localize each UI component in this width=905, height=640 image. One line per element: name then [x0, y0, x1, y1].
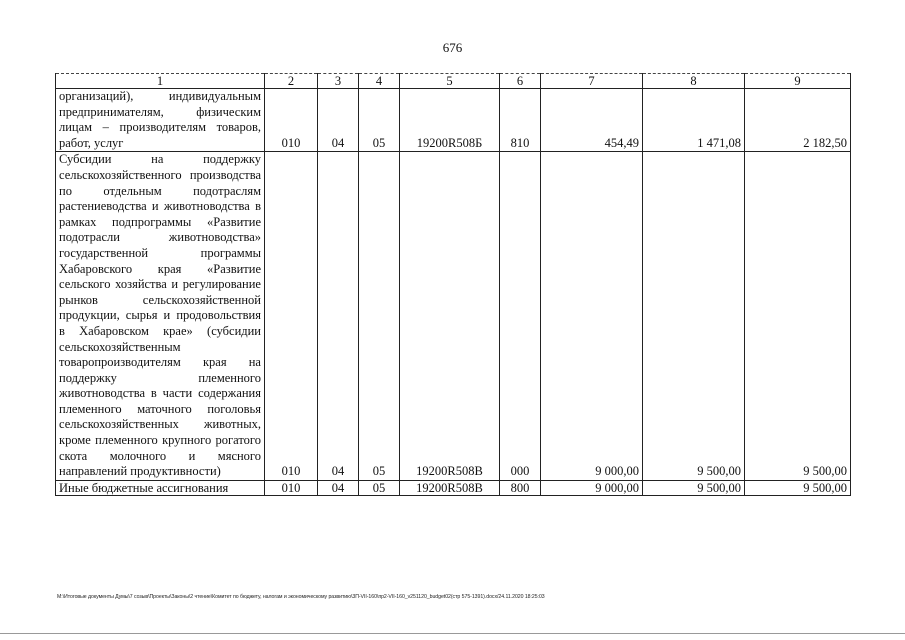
cell-section: 04	[318, 152, 359, 480]
header-cell: 5	[400, 74, 500, 89]
table-row	[56, 480, 851, 495]
cell-target-article: 19200R508В	[400, 152, 500, 480]
document-path-footer: M:\Итоговые документы Думы\7 созыв\Проекты\Законы\2 чтение\Комитет по бюджету, налогам и экономическому развитию\3П-VII-160\пр2-VII-160_v251120_budget02(стр 575-1391).docx/24.11.2020 18:25:03	[57, 594, 545, 600]
table-row	[56, 152, 851, 480]
header-cell: 1	[56, 74, 265, 89]
page-edge-divider	[0, 633, 905, 634]
cell-amount-8: 9 500,00	[643, 480, 745, 495]
page-number: 676	[442, 40, 463, 55]
cell-ministry-code: 010	[265, 89, 318, 152]
header-cell: 8	[643, 74, 745, 89]
cell-amount-7: 9 000,00	[541, 152, 643, 480]
cell-subsection: 05	[359, 152, 400, 480]
cell-amount-8: 9 500,00	[643, 152, 745, 480]
cell-ministry-code: 010	[265, 152, 318, 480]
cell-target-article: 19200R508В	[400, 480, 500, 495]
header-cell: 7	[541, 74, 643, 89]
row-description: Иные бюджетные ассигнования	[56, 480, 265, 495]
cell-ministry-code: 010	[265, 480, 318, 495]
header-cell: 3	[318, 74, 359, 89]
cell-section: 04	[318, 89, 359, 152]
header-row	[56, 74, 851, 89]
cell-expense-type: 810	[500, 89, 541, 152]
cell-subsection: 05	[359, 480, 400, 495]
budget-table	[55, 73, 851, 496]
cell-expense-type: 800	[500, 480, 541, 495]
cell-amount-7: 454,49	[541, 89, 643, 152]
header-cell: 2	[265, 74, 318, 89]
table-row	[56, 89, 851, 152]
cell-subsection: 05	[359, 89, 400, 152]
row-description: Субсидии на поддержку сельскохозяйственного производства по отдельным подотраслям растениеводства и животноводства в рамках подпрограммы «Развитие подотрасли животноводства» государственной программы Хабаровского края «Развитие сельского хозяйства и регулирование рынков сельскохозяйственной продукции, сырья и продовольствия в Хабаровском крае» (субсидии сельскохозяйственным товаропроизводителям края на поддержку племенного животноводства в части содержания племенного маточного поголовья сельскохозяйственных животных, кроме племенного крупного рогатого скота молочного и мясного направлений продуктивности)	[56, 152, 265, 480]
cell-amount-9: 2 182,50	[745, 89, 851, 152]
cell-target-article: 19200R508Б	[400, 89, 500, 152]
cell-amount-9: 9 500,00	[745, 152, 851, 480]
cell-amount-7: 9 000,00	[541, 480, 643, 495]
cell-amount-8: 1 471,08	[643, 89, 745, 152]
cell-section: 04	[318, 480, 359, 495]
header-cell: 9	[745, 74, 851, 89]
header-cell: 6	[500, 74, 541, 89]
cell-amount-9: 9 500,00	[745, 480, 851, 495]
cell-expense-type: 000	[500, 152, 541, 480]
header-cell: 4	[359, 74, 400, 89]
row-description: организаций), индивидуальным предпринимателям, физическим лицам – производителям товаров, работ, услуг	[56, 89, 265, 152]
